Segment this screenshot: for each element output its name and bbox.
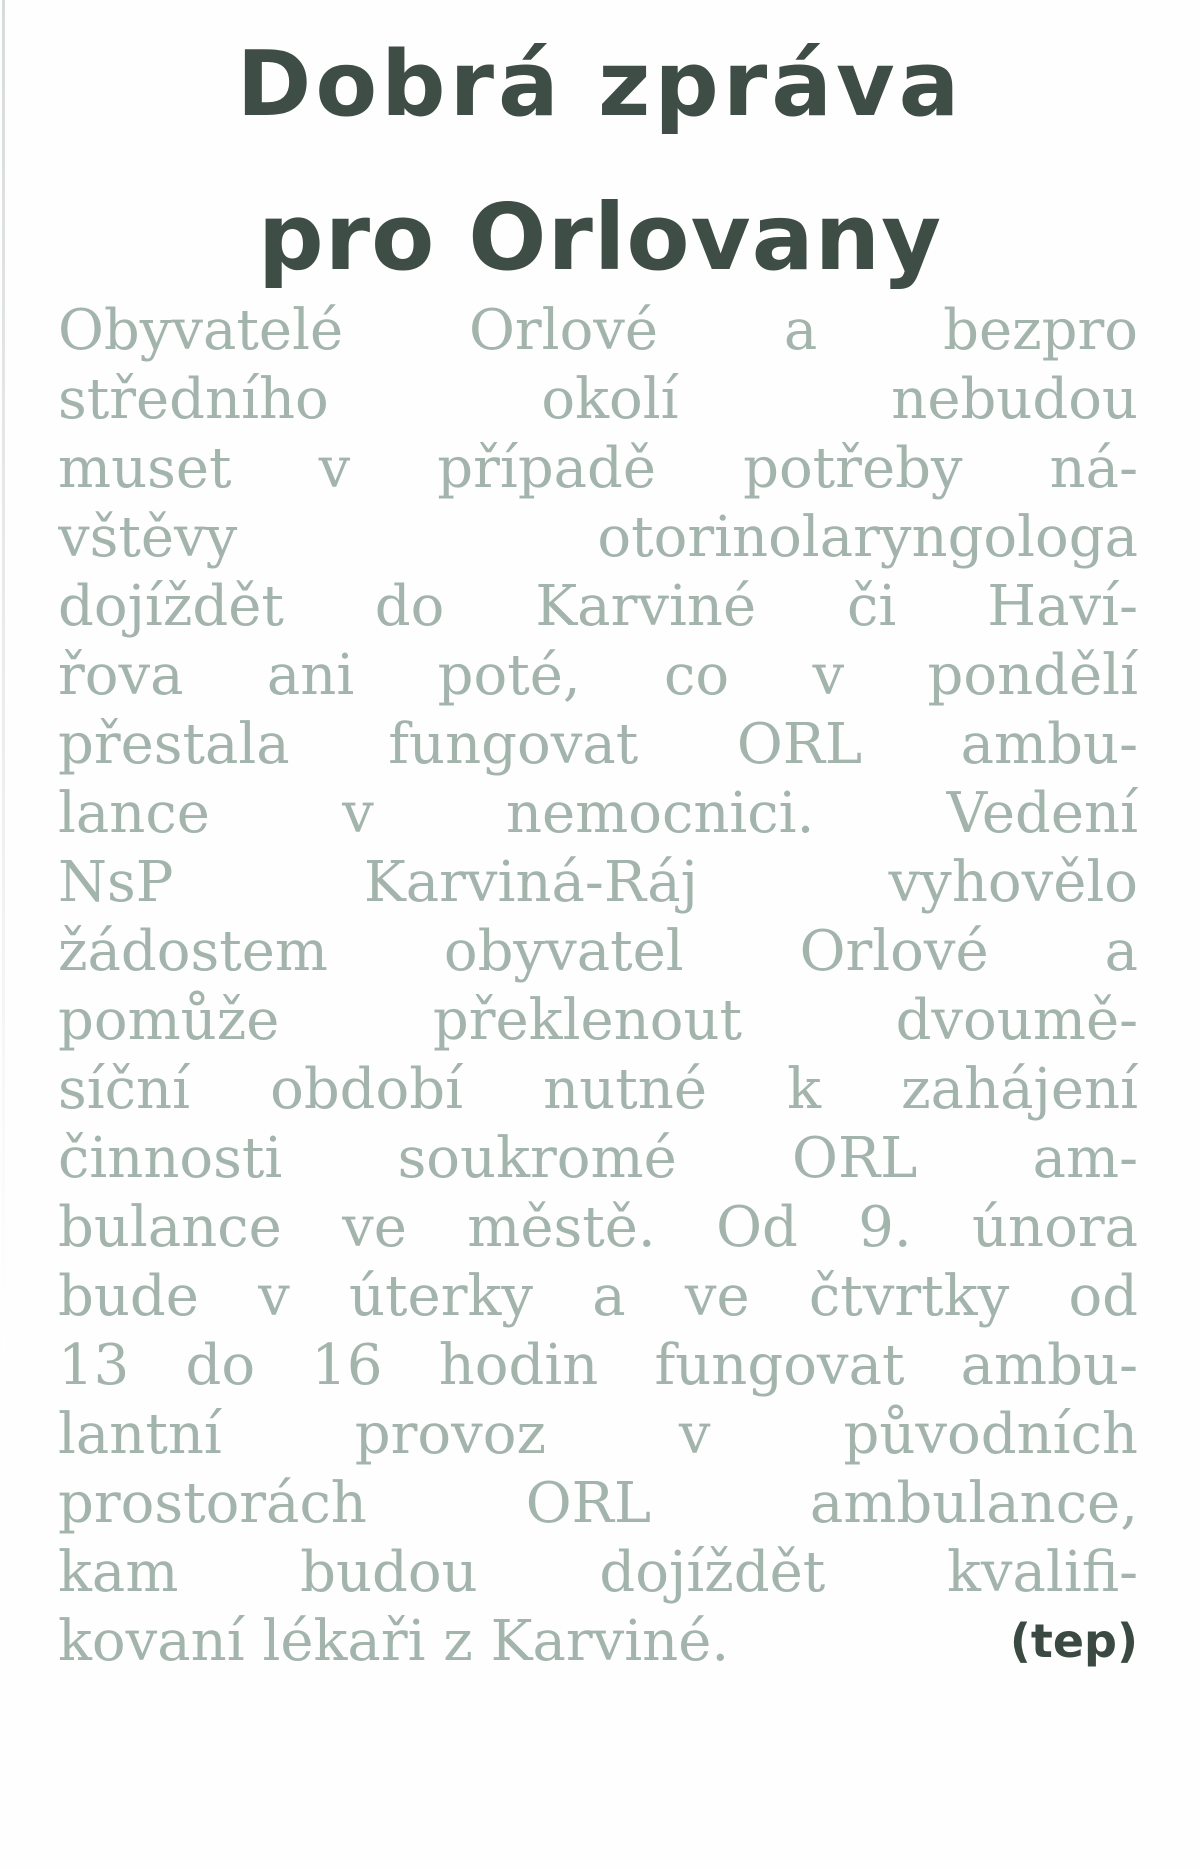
- body-line: muset v případě potřeby ná-: [58, 436, 1138, 501]
- body-line: lantní provoz v původních: [58, 1402, 1138, 1467]
- body-line: Obyvatelé Orlové a bezpro: [58, 298, 1138, 363]
- body-line: prostorách ORL ambulance,: [58, 1471, 1138, 1536]
- body-line: řova ani poté, co v pondělí: [58, 643, 1138, 708]
- body-line-text: kovaní lékaři z Karviné.: [58, 1609, 730, 1674]
- body-line: 13 do 16 hodin fungovat ambu-: [58, 1333, 1138, 1398]
- body-line: bude v úterky a ve čtvrtky od: [58, 1264, 1138, 1329]
- body-line: kam budou dojíždět kvalifi-: [58, 1540, 1138, 1605]
- body-line: žádostem obyvatel Orlové a: [58, 919, 1138, 984]
- author-signature: (tep): [1009, 1614, 1138, 1668]
- body-line: dojíždět do Karviné či Haví-: [58, 574, 1138, 639]
- article-body: [58, 296, 1138, 1676]
- headline-line-1: Dobrá zpráva: [236, 32, 964, 137]
- headline-line-2: pro Orlovany: [257, 184, 943, 291]
- body-line: bulance ve městě. Od 9. února: [58, 1195, 1138, 1260]
- body-line: činnosti soukromé ORL am-: [58, 1126, 1138, 1191]
- body-line: vštěvy otorinolaryngologa: [58, 505, 1138, 570]
- body-line: síční období nutné k zahájení: [58, 1057, 1138, 1122]
- body-line: přestala fungovat ORL ambu-: [58, 712, 1138, 777]
- body-line-last: [58, 1607, 1138, 1676]
- body-line: lance v nemocnici. Vedení: [58, 781, 1138, 846]
- body-line: NsP Karviná-Ráj vyhovělo: [58, 850, 1138, 915]
- body-line: pomůže překlenout dvoumě-: [58, 988, 1138, 1053]
- body-line: středního okolí nebudou: [58, 367, 1138, 432]
